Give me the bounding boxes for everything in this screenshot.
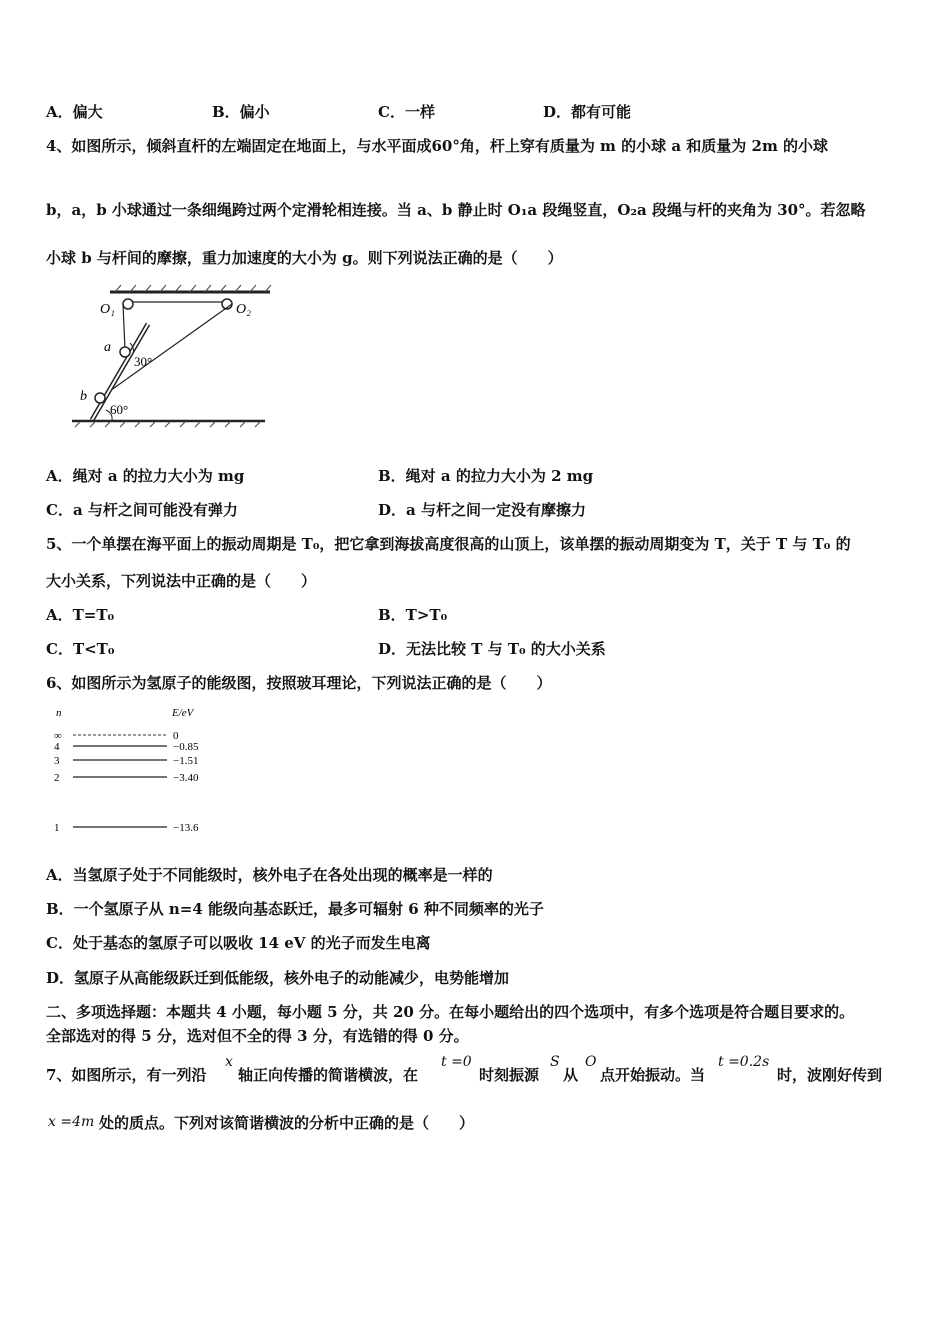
level-inf-e: 0 xyxy=(173,730,179,742)
level-4-e: −0.85 xyxy=(173,741,199,753)
q5-stem-line1: 5、一个单摆在海平面上的振动周期是 T₀，把它拿到海拔高度很高的山顶上，该单摆的振动周期变为 T，关于 T 与 T₀ 的 xyxy=(46,535,851,553)
q5-option-c: C．T<T₀ xyxy=(46,640,115,658)
q7-t-02: t =0.2s xyxy=(718,1054,770,1070)
q7-part5: 点开始振动。当 xyxy=(600,1066,706,1084)
q3-option-c: C．一样 xyxy=(378,103,435,121)
label-o2: O₂ xyxy=(236,302,251,317)
level-2-n: 2 xyxy=(54,772,60,784)
n-header: n xyxy=(56,707,62,719)
level-3-e: −1.51 xyxy=(173,755,199,767)
q5-stem-line2: 大小关系，下列说法中正确的是（ ） xyxy=(46,572,317,590)
level-3-n: 3 xyxy=(54,755,60,767)
q4-stem-line3: 小球 b 与杆间的摩擦，重力加速度的大小为 g。则下列说法正确的是（ ） xyxy=(46,249,563,267)
section2-line1: 二、多项选择题：本题共 4 小题，每小题 5 分，共 20 分。在每小题给出的四个选项中，有多个选项是符合题目要求的。 xyxy=(46,1003,855,1021)
q5-option-d: D．无法比较 T 与 T₀ 的大小关系 xyxy=(378,640,606,658)
q4-figure xyxy=(60,280,275,430)
level-4-n: 4 xyxy=(54,741,60,753)
q7-var-s: S xyxy=(550,1054,560,1070)
energy-level-diagram xyxy=(45,702,225,842)
level-inf-n: ∞ xyxy=(54,730,62,742)
q4-stem-line1: 4、如图所示，倾斜直杆的左端固定在地面上，与水平面成60°角，杆上穿有质量为 m 的小球 a 和质量为 2m 的小球 xyxy=(46,137,829,155)
level-2-e: −3.40 xyxy=(173,772,199,784)
q4-option-a: A．绳对 a 的拉力大小为 mg xyxy=(46,467,245,485)
q6-option-b: B．一个氢原子从 n=4 能级向基态跃迁，最多可辐射 6 种不同频率的光子 xyxy=(46,900,544,918)
level-1-e: −13.6 xyxy=(173,822,199,834)
q6-stem: 6、如图所示为氢原子的能级图，按照玻耳理论，下列说法正确的是（ ） xyxy=(46,674,552,692)
q5-option-a: A．T=T₀ xyxy=(46,606,115,624)
q3-option-a: A．偏大 xyxy=(46,103,103,121)
q7-part7: 处的质点。下列对该简谐横波的分析中正确的是（ ） xyxy=(99,1114,475,1132)
label-b: b xyxy=(80,389,87,404)
q7-part6: 时，波刚好传到 xyxy=(777,1066,883,1084)
q3-option-b: B．偏小 xyxy=(212,103,270,121)
q7-var-x: x xyxy=(225,1054,233,1070)
label-a: a xyxy=(104,340,111,355)
q6-option-a: A．当氢原子处于不同能级时，核外电子在各处出现的概率是一样的 xyxy=(46,866,493,884)
level-1-n: 1 xyxy=(54,822,60,834)
q4-option-c: C．a 与杆之间可能没有弹力 xyxy=(46,501,238,519)
label-angle30: 30° xyxy=(134,354,153,369)
q5-option-b: B．T>T₀ xyxy=(378,606,448,624)
q4-option-b: B．绳对 a 的拉力大小为 2 mg xyxy=(378,467,594,485)
q6-option-c: C．处于基态的氢原子可以吸收 14 eV 的光子而发生电离 xyxy=(46,934,431,952)
q7-part1: 7、如图所示，有一列沿 xyxy=(46,1066,207,1084)
label-o1: O₁ xyxy=(100,302,115,317)
label-angle60: 60° xyxy=(110,402,129,417)
q4-option-d: D．a 与杆之间一定没有摩擦力 xyxy=(378,501,586,519)
q7-var-o: O xyxy=(585,1054,597,1070)
e-header: E/eV xyxy=(172,707,194,719)
q7-part3: 时刻振源 xyxy=(479,1066,540,1084)
section2-line2: 全部选对的得 5 分，选对但不全的得 3 分，有选错的得 0 分。 xyxy=(46,1027,469,1045)
q7-x-4m: x =4m xyxy=(48,1114,95,1130)
q3-option-d: D．都有可能 xyxy=(543,103,632,121)
q4-stem-line2: b，a，b 小球通过一条细绳跨过两个定滑轮相连接。当 a、b 静止时 O₁a 段绳竖直，O₂a 段绳与杆的夹角为 30°。若忽略 xyxy=(46,201,866,219)
q7-part2: 轴正向传播的简谐横波，在 xyxy=(238,1066,419,1084)
q7-part4: 从 xyxy=(563,1066,579,1084)
q6-option-d: D．氢原子从高能级跃迁到低能级，核外电子的动能减少，电势能增加 xyxy=(46,969,510,987)
q7-t-zero: t =0 xyxy=(441,1054,472,1070)
